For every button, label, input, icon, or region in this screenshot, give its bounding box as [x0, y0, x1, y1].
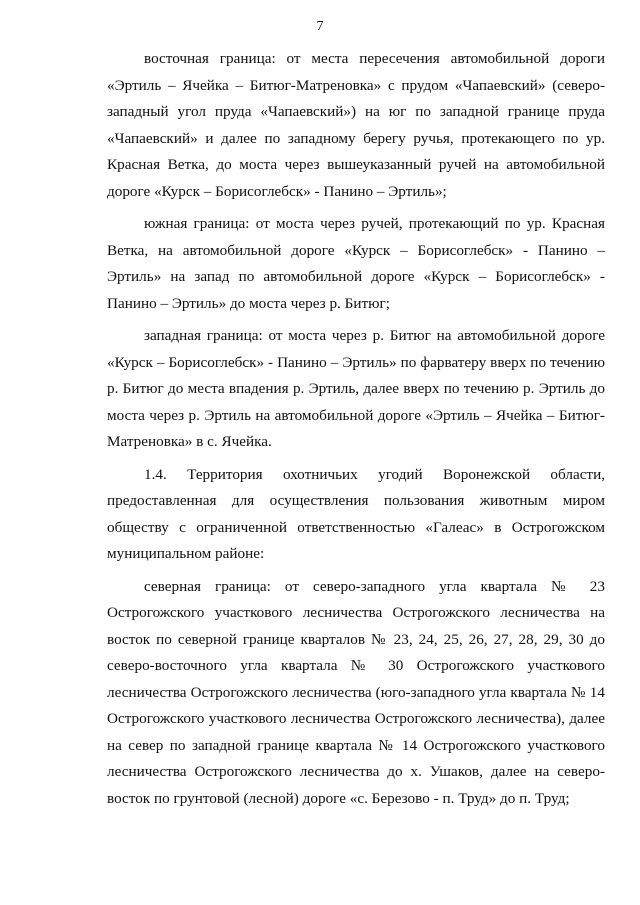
paragraph-northern-border: северная граница: от северо-западного угла квартала № 23 Острогожского участкового лесничества Острогожского лесничества на восток по северной границе кварталов № 23, 24, 25, 26, 27, 28, 29, 30 до северо-восточного угла квартала № 30 Острогожского участкового лесничества Острогожского лесничества (юго-западного угла квартала № 14 Острогожского участкового лесничества Острогожского лесничества), далее на север по западной границе квартала № 14 Острогожского участкового лесничества Острогожского лесничества до х. Ушаков, далее на северо-восток по грунтовой (лесной) дороге «с. Березово - п. Труд» до п. Труд;: [107, 577, 605, 807]
paragraph-eastern-border: восточная граница: от места пересечения автомобильной дороги «Эртиль – Ячейка – Битюг-Матреновка» с прудом «Чапаевский» (северо-западный угол пруда «Чапаевский») на юг по западной границе пруда «Чапаевский» и далее по западному берегу ручья, протекающего по ур. Красная Ветка, до моста через вышеуказанный ручей на автомобильной дороге «Курск – Борисоглебск» - Панино – Эртиль»;: [107, 50, 605, 200]
page-number: 7: [316, 19, 324, 34]
paragraph-western-border: западная граница: от моста через р. Битюг на автомобильной дороге «Курск – Борисоглебск» - Панино – Эртиль» по фарватеру вверх по течению р. Битюг до места впадения р. Эртиль, далее вверх по течению р. Эртиль до моста через р. Эртиль на автомобильной дороге «Эртиль – Ячейка – Битюг-Матреновка» в с. Ячейка.: [107, 327, 605, 450]
document-body: [107, 46, 605, 818]
paragraph-section-1-4: 1.4. Территория охотничьих угодий Воронежской области, предоставленная для осуществления пользования животным миром обществу с ограниченной ответственностью «Галеас» в Острогожском муниципальном районе:: [107, 465, 605, 562]
paragraph-southern-border: южная граница: от моста через ручей, протекающий по ур. Красная Ветка, на автомобильной дороге «Курск – Борисоглебск» - Панино – Эртиль» на запад по автомобильной дороге «Курск – Борисоглебск» - Панино – Эртиль» до моста через р. Битюг;: [107, 215, 605, 312]
